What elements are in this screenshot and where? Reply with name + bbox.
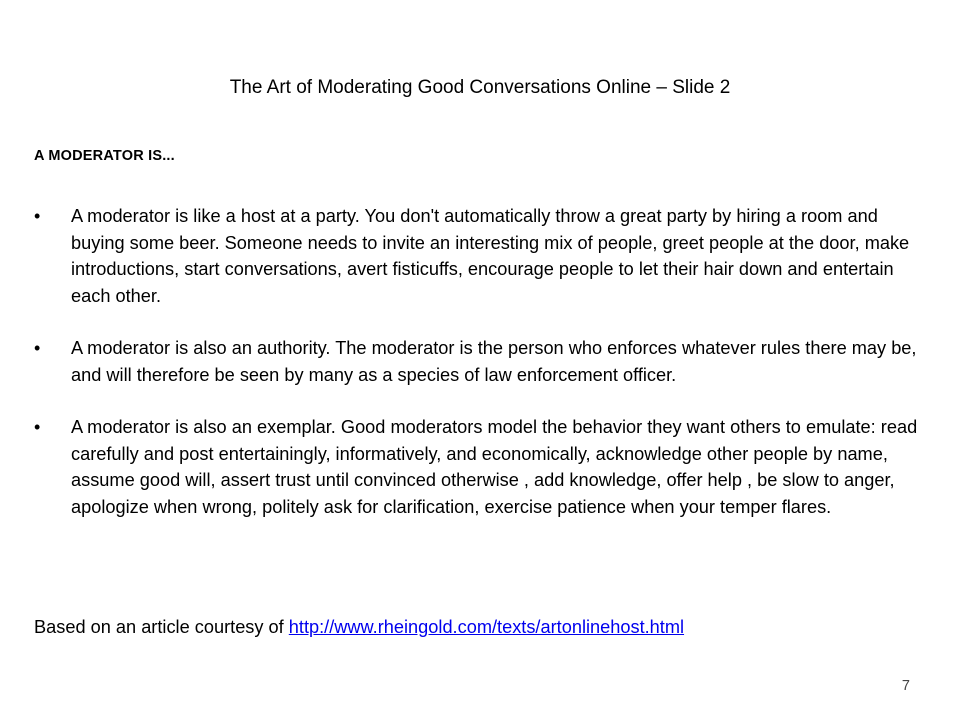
source-link[interactable]: http://www.rheingold.com/texts/artonlinehost.html	[288, 617, 685, 637]
bullet-list	[34, 203, 924, 520]
bullet-icon: •	[34, 206, 41, 226]
bullet-item-exemplar	[34, 414, 924, 520]
section-heading: A MODERATOR IS...	[34, 148, 175, 164]
source-prefix: Based on an article courtesy of	[34, 617, 289, 637]
bullet-icon: •	[34, 338, 41, 358]
bullet-icon: •	[34, 417, 41, 437]
bullet-item-host	[34, 203, 924, 309]
bullet-text-host: A moderator is like a host at a party. You don't automatically throw a great party by hiring a room and buying some beer. Someone needs to invite an interesting mix of people, greet people at the door, make introductions, start conversations, avert fisticuffs, encourage people to let their hair down and entertain each other.	[71, 206, 910, 306]
bullet-item-authority	[34, 335, 924, 388]
source-credit	[34, 614, 684, 640]
page-number: 7	[901, 678, 910, 694]
slide-title: The Art of Moderating Good Conversations Online – Slide 2	[229, 77, 731, 98]
bullet-text-exemplar: A moderator is also an exemplar. Good moderators model the behavior they want others to emulate: read carefully and post entertainingly, informatively, and economically, acknowledge other people by name, assume good will, assert trust until convinced otherwise , add knowledge, offer help , be slow to anger, apologize when wrong, politely ask for clarification, exercise patience when your temper flares.	[71, 417, 918, 517]
bullet-text-authority: A moderator is also an authority. The moderator is the person who enforces whatever rules there may be, and will therefore be seen by many as a species of law enforcement officer.	[71, 338, 917, 385]
